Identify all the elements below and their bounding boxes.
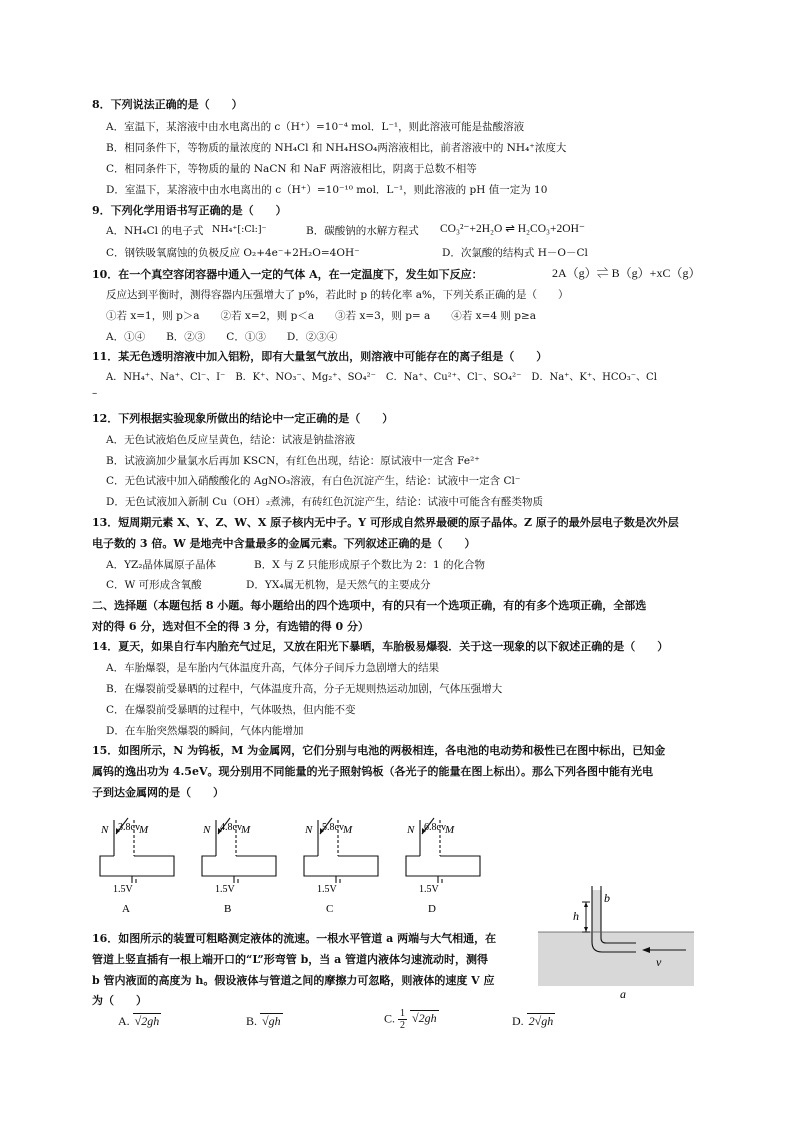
circuit-figure-b <box>194 812 294 917</box>
q9-option-d: D．次氯酸的结构式 H－O－Cl <box>442 247 588 259</box>
plate-n-label: N <box>101 824 109 836</box>
q12-stem: 12．下列根据实验现象所做出的结论中一定正确的是（ ） <box>92 412 394 425</box>
q16-option-a-expr: √2gh <box>134 1014 160 1028</box>
q14-stem: 14．夏天，如果自行车内胎充气过足，又放在阳光下暴晒，车胎极易爆裂．关于这一现象的以下叙述正确的是（ ） <box>92 640 669 653</box>
mesh-m-label: M <box>139 824 149 836</box>
q9-option-b: B．碳酸钠的水解方程式 <box>306 225 419 237</box>
mesh-m-label: M <box>241 824 251 836</box>
q16-option-c-fraction <box>398 1008 407 1031</box>
q13-option-d: D．YX₄属无机物，是天然气的主要成分 <box>246 579 431 591</box>
q10-equation: 2A（g）⇌ B（g）+xC（g） <box>552 266 701 280</box>
pipe-a-label: a <box>620 987 626 1000</box>
battery-voltage-label: 1.5V <box>113 884 133 895</box>
q9-option-a: A．NH₄Cl 的电子式 <box>106 225 204 237</box>
q9-stem: 9．下列化学用语书写正确的是（ ） <box>92 204 287 217</box>
q11-stem: 11．某无色透明溶液中加入铝粉，即有大量氢气放出，则溶液中可能存在的离子组是（ ） <box>92 350 548 363</box>
q16-option-d-expr: 2√gh <box>528 1014 554 1028</box>
q13-option-c: C．W 可形成含氧酸 <box>106 579 202 591</box>
q16-option-a <box>118 1014 161 1029</box>
circuit-figure-d <box>398 812 498 917</box>
photon-energy-label: 3.8cv <box>118 822 140 833</box>
q15-line1: 15．如图所示，N 为钨板，M 为金属网，它们分别与电池的两极相连，各电池的电动势和极性已在图中标出，已知金 <box>92 744 666 757</box>
q16-line4: 为（ ） <box>92 994 147 1007</box>
q10-choices: A．①④ B．②③ C．①③ D．②③④ <box>106 331 338 343</box>
q8-option-b: B．相同条件下，等物质的量浓度的 NH₄Cl 和 NH₄HSO₄两溶液相比，前者溶液中的 NH₄⁺浓度大 <box>106 142 567 154</box>
q13-option-a: A．YZ₂晶体属原子晶体 <box>106 559 217 571</box>
figure-label: C <box>326 903 334 915</box>
q9-option-a-formula: NH₄⁺[:Cl:]⁻ <box>212 224 267 235</box>
q12-option-b: B．试液滴加少量氯水后再加 KSCN，有红色出现，结论：原试液中一定含 Fe²⁺ <box>106 455 480 467</box>
fraction-denominator: 2 <box>400 1020 406 1031</box>
battery-voltage-label: 1.5V <box>317 884 337 895</box>
q14-option-c: C．在爆裂前受暴晒的过程中，气体吸热，但内能不变 <box>106 704 356 716</box>
q10-stem: 10．在一个真空容闭容器中通入一定的气体 A，在一定温度下，发生如下反应： <box>92 268 483 281</box>
figure-label: B <box>224 903 232 915</box>
height-h-label: h <box>573 909 579 923</box>
q9-option-c: C．钢铁吸氧腐蚀的负极反应 O₂+4e⁻+2H₂O=4OH⁻ <box>106 247 360 259</box>
section2-heading-2: 对的得 6 分，选对但不全的得 3 分，有选错的得 0 分） <box>92 620 369 633</box>
q16-option-d <box>512 1014 555 1029</box>
q16-option-b-expr: √gh <box>262 1014 281 1028</box>
fraction-numerator: 1 <box>400 1008 406 1019</box>
q13-stem-2: 电子数的 3 倍。W 是地壳中含量最多的金属元素。下列叙述正确的是（ ） <box>92 537 476 550</box>
q16-line1: 16．如图所示的装置可粗略测定液体的流速。一根水平管道 a 两端与大气相通，在 <box>92 932 497 945</box>
velocity-v-label: v <box>656 955 662 969</box>
q15-line3: 子到达金属网的是（ ） <box>92 786 224 799</box>
q15-line2: 属钨的逸出功为 4.5eV。现分别用不同能量的光子照射钨板（各光子的能量在图上标出）。那么下列各图中能有光电 <box>92 765 653 778</box>
q16-option-b-label: B. <box>246 1014 258 1028</box>
q16-option-c-expr: √2gh <box>412 1011 437 1026</box>
photon-energy-label: 6.8cv <box>424 822 446 833</box>
q9-option-b-formula: CO₃²⁻+2H₂O ⇌ H₂CO₃+2OH⁻ <box>440 223 585 235</box>
liquid-channel <box>538 932 694 986</box>
section2-heading: 二、选择题（本题包括 8 小题。每小题给出的四个选项中，有的只有一个选项正确，有的有多个选项正确，全部选 <box>92 599 647 612</box>
q16-option-c-label: C. <box>384 1011 396 1026</box>
q8-stem: 8．下列说法正确的是（ ） <box>92 98 243 111</box>
q12-option-d: D．无色试液加入新制 Cu（OH）₂煮沸，有砖红色沉淀产生，结论：试液中可能含有醛类物质 <box>106 496 544 508</box>
figure-label: A <box>122 903 130 915</box>
plate-n-label: N <box>407 824 415 836</box>
q10-line2: 反应达到平衡时，测得容器内压强增大了 p%，若此时 p 的转化率 a%，下列关系正确的是（ ） <box>106 289 569 301</box>
q16-option-b <box>246 1014 283 1029</box>
q16-option-a-label: A. <box>118 1014 130 1028</box>
plate-n-label: N <box>203 824 211 836</box>
q14-option-d: D．在车胎突然爆裂的瞬间，气体内能增加 <box>106 725 304 737</box>
l-tube-liquid-column <box>592 890 601 952</box>
battery-voltage-label: 1.5V <box>215 884 235 895</box>
q12-option-c: C．无色试液中加入硝酸酸化的 AgNO₃溶液，有白色沉淀产生，结论：试液中一定含 Cl⁻ <box>106 475 521 487</box>
mesh-m-label: M <box>343 824 353 836</box>
battery-voltage-label: 1.5V <box>419 884 439 895</box>
q14-option-b: B．在爆裂前受暴晒的过程中，气体温度升高，分子无规则热运动加剧，气体压强增大 <box>106 683 503 695</box>
q8-option-c: C．相同条件下，等物质的量的 NaCN 和 NaF 两溶液相比，阴离于总数不相等 <box>106 163 477 175</box>
photon-energy-label: 5.8cv <box>322 822 344 833</box>
q13-option-b: B．X 与 Z 只能形成原子个数比为 2：1 的化合物 <box>254 559 486 571</box>
pipe-figure <box>536 880 696 1000</box>
mesh-m-label: M <box>445 824 455 836</box>
q16-option-d-label: D. <box>512 1014 524 1028</box>
q13-stem: 13．短周期元素 X、Y、Z、W、X 原子核内无中子。Y 可形成自然界最硬的原子晶体。Z 原子的最外层电子数是次外层 <box>92 516 679 529</box>
q11-dash: – <box>92 387 98 399</box>
q11-options: A．NH₄⁺、Na⁺、Cl⁻、I⁻ B．K⁺、NO₃⁻、Mg₂⁺、SO₄²⁻ C．Na⁺、Cu²⁺、Cl⁻、SO₄²⁻ D．Na⁺、K⁺、HCO₃⁻、Cl <box>106 372 657 383</box>
circuit-figure-a <box>92 812 192 917</box>
q12-option-a: A．无色试液焰色反应呈黄色，结论：试液是钠盐溶液 <box>106 434 356 446</box>
photon-energy-label: 4.8cv <box>220 822 242 833</box>
q16-line3: b 管内液面的高度为 h。假设液体与管道之间的摩擦力可忽略，则液体的速度 V 应 <box>92 974 495 987</box>
q16-line2: 管道上竖直插有一根上端开口的“L”形弯管 b，当 a 管道内液体匀速流动时，测得 <box>92 953 489 966</box>
q14-option-a: A．车胎爆裂，是车胎内气体温度升高，气体分子间斥力急剧增大的结果 <box>106 662 440 674</box>
circuit-figure-c <box>296 812 396 917</box>
q10-options: ①若 x=1，则 p＞a ②若 x=2，则 p＜a ③若 x=3，则 p= a ④若 x=4 则 p≥a <box>106 310 536 322</box>
q8-option-d: D．室温下，某溶液中由水电离出的 c（H⁺）=10⁻¹⁰ mol．L⁻¹，则此溶液的 pH 值一定为 10 <box>106 184 548 196</box>
plate-n-label: N <box>305 824 313 836</box>
q16-option-c <box>384 1008 439 1031</box>
figure-label: D <box>428 903 436 915</box>
q8-option-a: A．室温下，某溶液中由水电离出的 c（H⁺）=10⁻⁴ mol．L⁻¹，则此溶液可能是盐酸溶液 <box>106 121 525 133</box>
tube-b-label: b <box>604 891 610 905</box>
